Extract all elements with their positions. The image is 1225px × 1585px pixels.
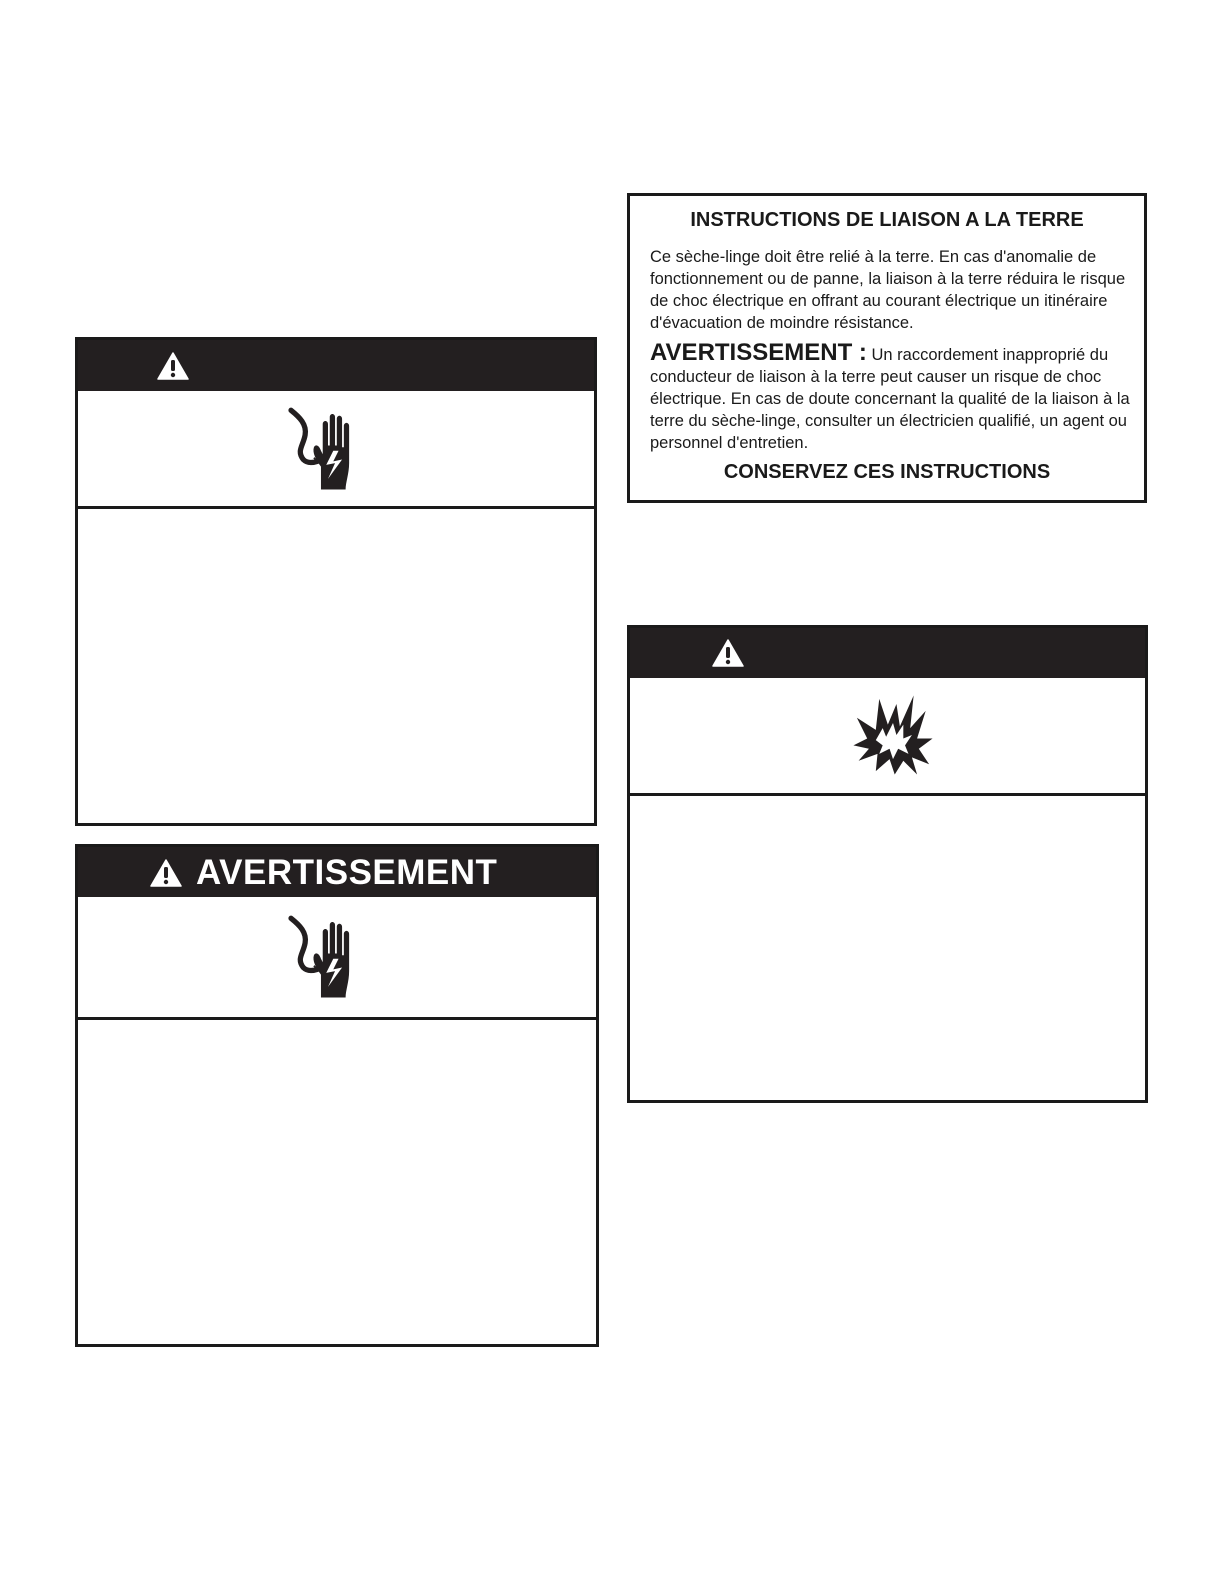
warning-title: AVERTISSEMENT: [196, 853, 498, 892]
warning-triangle-icon: [712, 639, 744, 667]
electrical-shock-hand-icon: [284, 403, 372, 495]
warning-triangle-icon: [157, 352, 189, 380]
grounding-footer: CONSERVEZ CES INSTRUCTIONS: [723, 461, 1051, 483]
hazard-icon-row: [630, 678, 1145, 796]
warning-header: [630, 628, 1145, 678]
warning-triangle-icon: [150, 859, 182, 887]
warning-box-electrical-1: [75, 337, 597, 826]
explosion-icon: [850, 692, 936, 778]
hazard-icon-row: [78, 391, 594, 509]
grounding-warning-text: Un raccordement inapproprié du conducteur de liaison à la terre peut causer un risque de choc électrique. En cas de doute concernant la qualité de la liaison à la terre du sèche-linge, consulter un électricien qualifié, un agent ou personnel d'entretien.: [650, 346, 1130, 452]
grounding-warning-paragraph: [650, 339, 1130, 454]
warning-box-explosion: [627, 625, 1148, 1103]
grounding-title: INSTRUCTIONS DE LIAISON A LA TERRE: [690, 209, 1084, 231]
warning-header: [78, 847, 596, 897]
warning-header: [78, 340, 594, 391]
warning-box-electrical-2: [75, 844, 599, 1347]
electrical-shock-hand-icon: [284, 911, 372, 1003]
hazard-icon-row: [78, 897, 596, 1020]
grounding-instructions-box: [627, 193, 1147, 503]
grounding-paragraph: Ce sèche-linge doit être relié à la terre. En cas d'anomalie de fonctionnement ou de panne, la liaison à la terre réduira le risque de choc électrique en offrant au courant électrique un itinéraire d'évacuation de moindre résistance.: [650, 248, 1126, 332]
grounding-warning-label: AVERTISSEMENT :: [650, 339, 867, 366]
